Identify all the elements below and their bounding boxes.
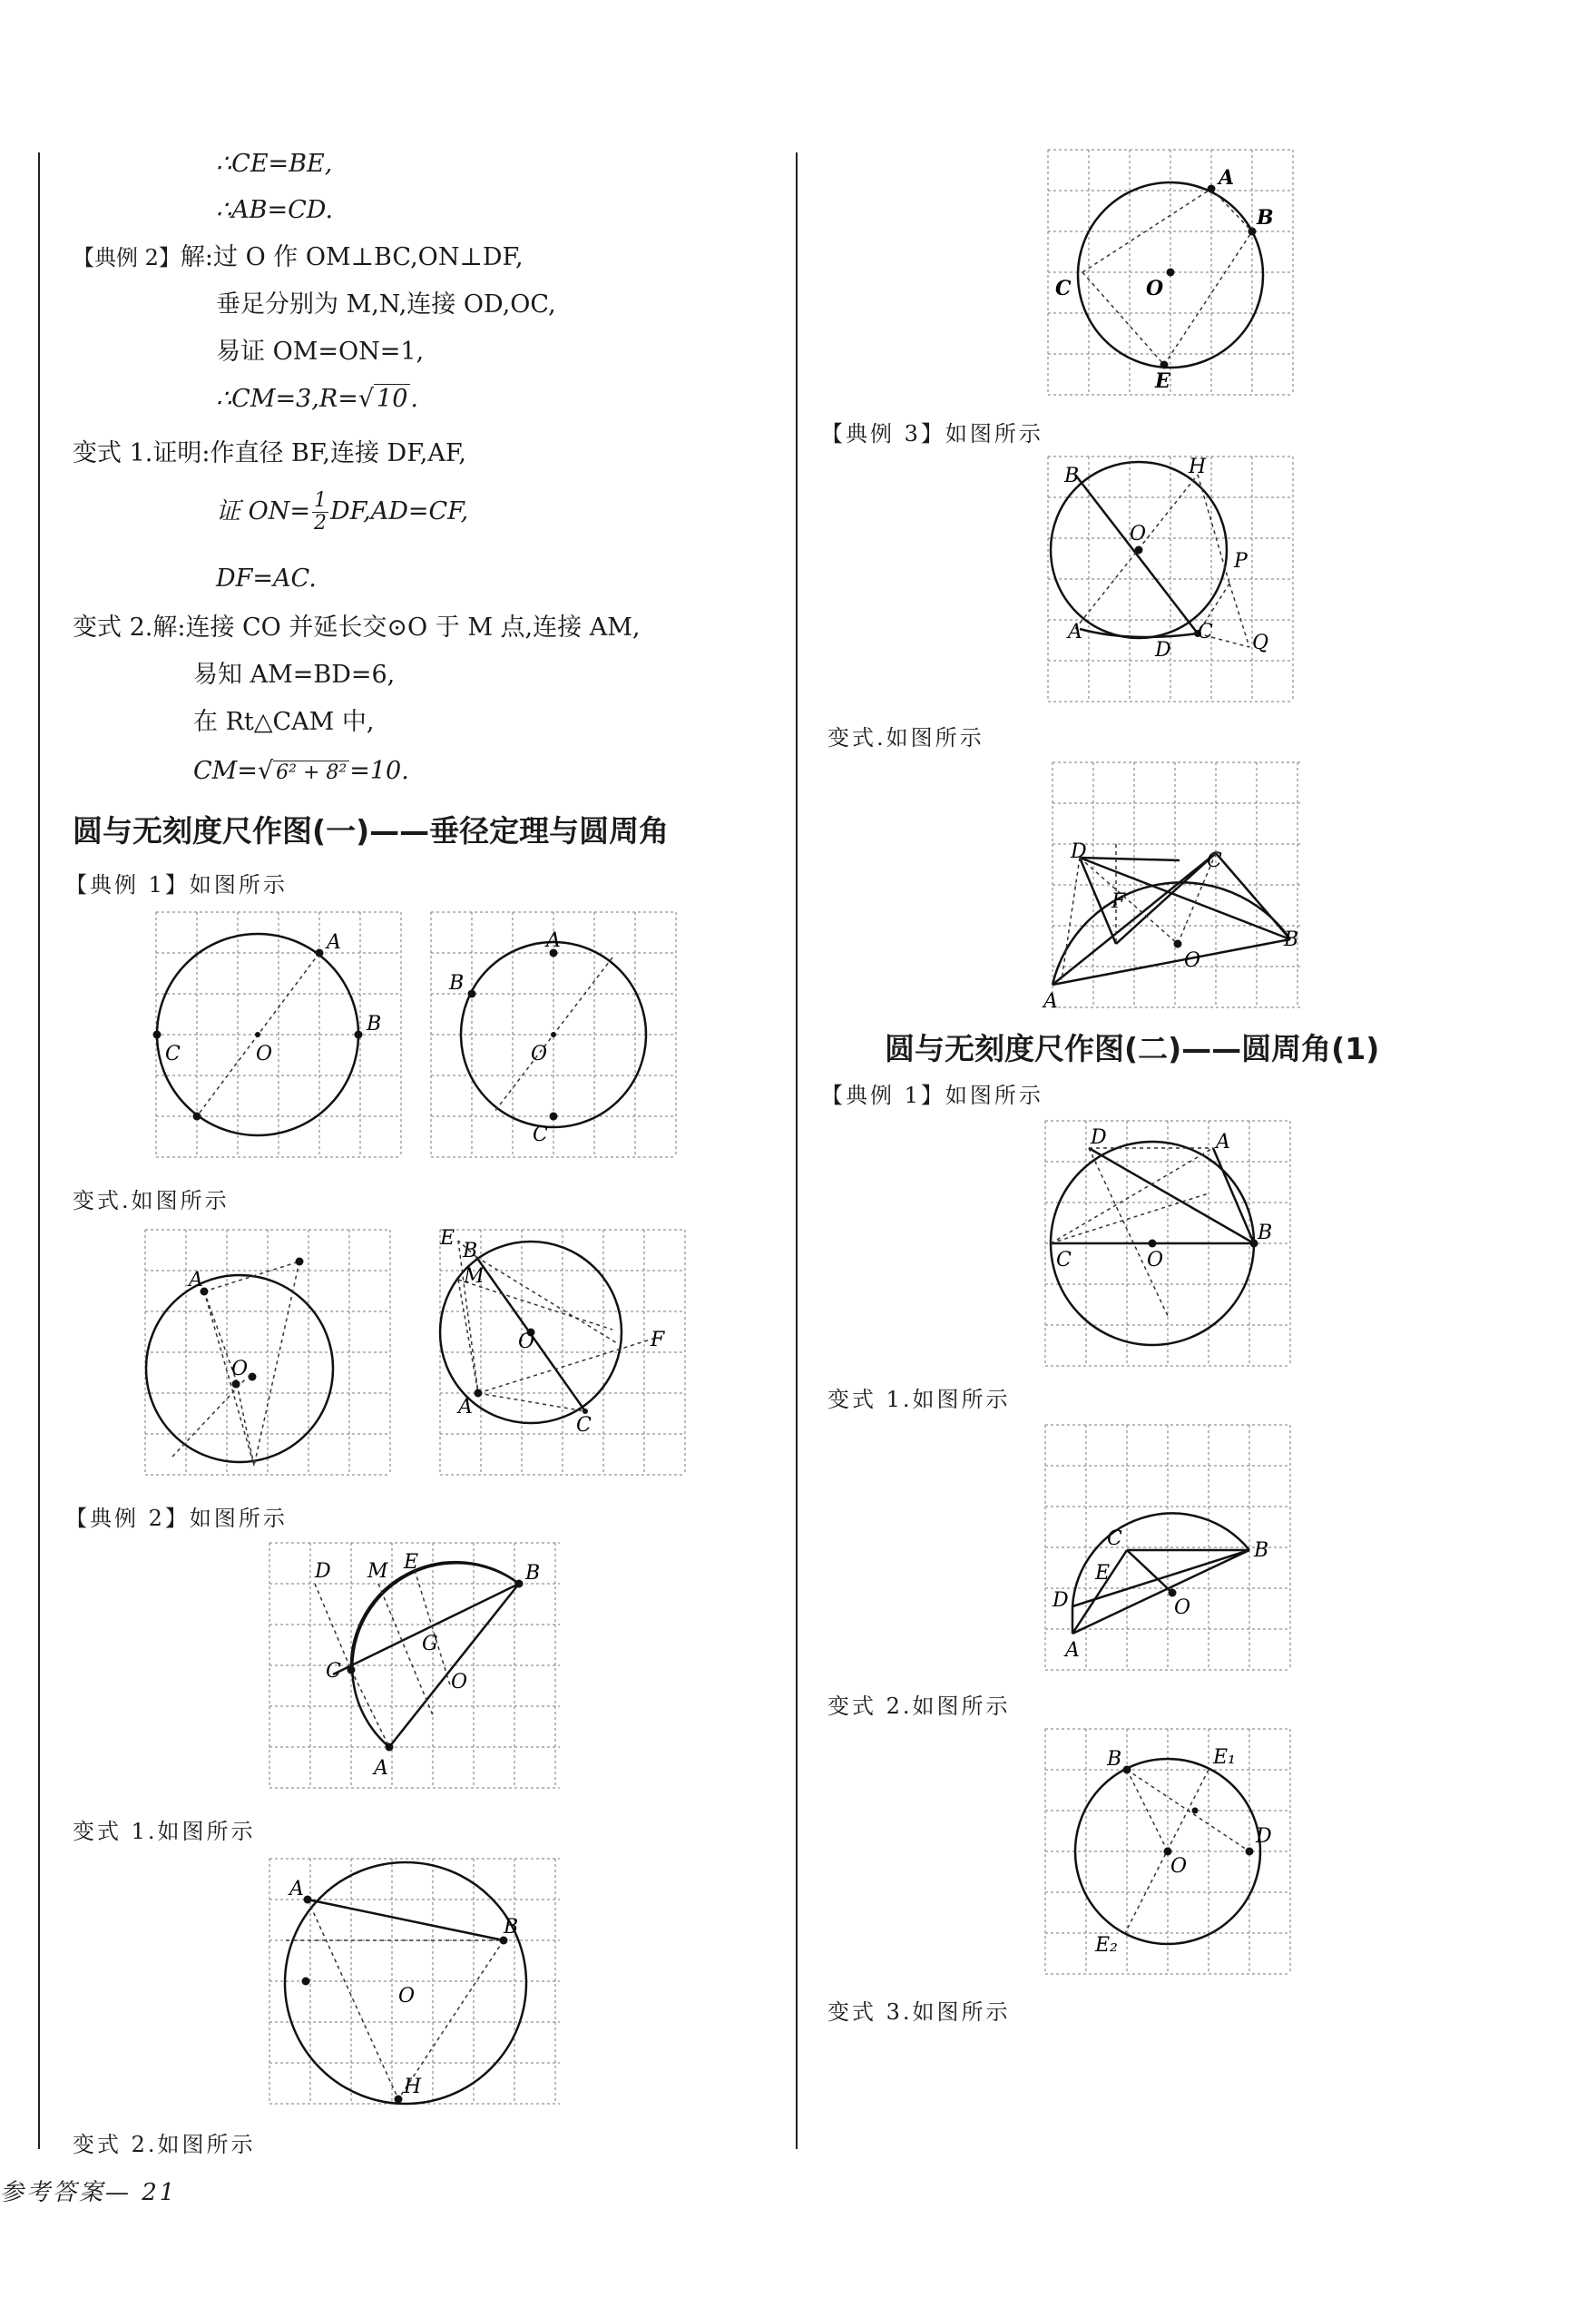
variant2-line-4: CM=√ 6² + 8² =10.	[193, 757, 409, 785]
label-A: A	[1065, 1639, 1080, 1662]
label-B: B	[1064, 465, 1080, 487]
section-heading-1: 圆与无刻度尺作图(一)——垂径定理与圆周角	[73, 813, 670, 849]
example2-line-1: 【典例 2】解:过 O 作 OM⊥BC,ON⊥DF,	[73, 243, 524, 271]
chord-CB	[333, 1584, 519, 1674]
caption-example3: 【典例 3】如图所示	[821, 421, 1043, 447]
label-C: C	[1207, 849, 1222, 872]
example2-line-2: 垂足分别为 M,N,连接 OD,OC,	[216, 290, 556, 319]
label-C: C	[1198, 621, 1213, 643]
left-margin-rule	[38, 152, 40, 2149]
figure-ex1-left	[156, 912, 401, 1157]
label-O: O	[451, 1671, 468, 1694]
label-B: B	[1254, 1539, 1269, 1562]
label-A: A	[327, 931, 341, 954]
chord-AB	[308, 1900, 504, 1940]
label-O: O	[518, 1330, 535, 1353]
label-F: F	[651, 1329, 665, 1351]
label-C: C	[576, 1414, 592, 1437]
label-A: A	[1219, 166, 1235, 190]
label-G: G	[422, 1633, 438, 1655]
label-E: E	[404, 1551, 419, 1574]
label-H: H	[404, 2076, 422, 2098]
label-O: O	[531, 1043, 548, 1065]
example2-line-4: ∴CM=3,R=√ 10 .	[216, 385, 418, 413]
variant1-line-1: 变式 1.证明:作直径 BF,连接 DF,AF,	[73, 439, 466, 467]
label-B: B	[367, 1013, 382, 1036]
label-B: B	[504, 1916, 519, 1939]
chord-AB	[1053, 939, 1290, 985]
variant1-line-3: DF=AC.	[216, 565, 317, 593]
section-heading-2: 圆与无刻度尺作图(二)——圆周角(1)	[885, 1031, 1380, 1066]
figure-variant1	[269, 1859, 560, 2104]
figure-example1-right	[1045, 1121, 1290, 1366]
label-O: O	[1174, 1596, 1191, 1619]
label-M: M	[367, 1560, 388, 1583]
label-P: P	[1234, 550, 1248, 573]
label-E2: E₂	[1095, 1934, 1118, 1957]
figure-variant-right	[440, 1227, 685, 1475]
label-O: O	[1170, 1855, 1188, 1878]
diameter	[1075, 475, 1198, 633]
label-B: B	[525, 1562, 541, 1585]
label-O: O	[256, 1043, 273, 1065]
label-B: B	[1284, 928, 1299, 951]
figure-example2	[269, 1543, 560, 1788]
label-C: C	[1107, 1527, 1122, 1550]
label-Q: Q	[1252, 632, 1269, 654]
label-A: A	[1043, 990, 1058, 1013]
figure-example3-right	[1048, 457, 1293, 702]
caption-variant2: 变式 2.如图所示	[73, 2132, 256, 2157]
variant2-line-3: 在 Rt△CAM 中,	[193, 708, 375, 736]
caption-variant: 变式.如图所示	[73, 1188, 230, 1213]
label-B: B	[1258, 1222, 1273, 1244]
caption-variant-right: 变式.如图所示	[827, 725, 984, 751]
example2-line-3: 易证 OM=ON=1,	[216, 338, 425, 366]
label-O: O	[1147, 1249, 1164, 1271]
label-A: A	[1068, 621, 1082, 643]
label-B: B	[449, 972, 465, 995]
caption-variant1: 变式 1.如图所示	[73, 1819, 256, 1844]
label-A: A	[289, 1878, 304, 1900]
label-D: D	[1053, 1589, 1069, 1612]
caption-variant2-right: 变式 2.如图所示	[827, 1694, 1011, 1719]
label-O: O	[1184, 949, 1201, 972]
label-C: C	[1056, 1249, 1072, 1271]
label-F: F	[1111, 890, 1126, 913]
label-C: C	[1055, 277, 1072, 300]
label-A: A	[546, 929, 561, 952]
figure-ex1-right	[431, 912, 676, 1157]
label-E1: E₁	[1213, 1746, 1236, 1769]
figure-variant2-right	[1045, 1729, 1290, 1974]
caption-example1-right: 【典例 1】如图所示	[821, 1083, 1043, 1108]
caption-example2: 【典例 2】如图所示	[65, 1506, 288, 1531]
label-C: C	[533, 1124, 548, 1146]
figure-variant-semicircle	[1043, 762, 1302, 1013]
caption-variant1-right: 变式 1.如图所示	[827, 1387, 1011, 1412]
label-E: E	[440, 1227, 455, 1250]
label-B: B	[463, 1240, 478, 1262]
proof-line-1: ∴CE=BE,	[216, 150, 333, 178]
label-C: C	[165, 1043, 181, 1065]
label-A: A	[1216, 1131, 1230, 1154]
figure-variant1-right	[1045, 1425, 1290, 1670]
label-A: A	[374, 1757, 388, 1780]
label-E: E	[1095, 1562, 1111, 1585]
label-A: A	[189, 1269, 203, 1291]
circle	[285, 1862, 526, 2104]
label-O: O	[231, 1358, 249, 1380]
variant2-line-2: 易知 AM=BD=6,	[193, 661, 396, 689]
label-O: O	[1130, 523, 1147, 545]
example2-tag: 【典例 2】	[73, 245, 181, 270]
figure-variant-left	[145, 1230, 390, 1475]
variant1-line-2: 证 ON= $\frac{1}{2}$ DF,AD=CF,	[216, 489, 469, 535]
label-D: D	[1071, 840, 1087, 863]
label-B: B	[1257, 206, 1274, 230]
label-O: O	[398, 1985, 416, 2008]
label-H: H	[1189, 456, 1207, 478]
label-D: D	[315, 1560, 331, 1583]
figure-right-top	[1048, 150, 1293, 395]
proof-line-2: ∴AB=CD.	[216, 196, 334, 224]
page-footer: 参考答案— 21	[0, 2179, 178, 2206]
label-D: D	[1091, 1126, 1107, 1149]
caption-variant3-right: 变式 3.如图所示	[827, 1999, 1011, 2025]
label-E: E	[1155, 369, 1170, 393]
variant2-line-1: 变式 2.解:连接 CO 并延长交⊙O 于 M 点,连接 AM,	[73, 614, 641, 642]
caption-example1: 【典例 1】如图所示	[65, 872, 288, 898]
label-M: M	[464, 1265, 485, 1288]
label-B: B	[1107, 1748, 1122, 1771]
label-D: D	[1256, 1825, 1272, 1848]
label-C: C	[326, 1660, 341, 1683]
column-divider	[796, 152, 798, 2149]
fraction-one-half: $\frac{1}{2}$	[313, 489, 327, 535]
label-D: D	[1155, 639, 1171, 662]
label-A: A	[458, 1396, 473, 1419]
label-O: O	[1146, 277, 1164, 300]
